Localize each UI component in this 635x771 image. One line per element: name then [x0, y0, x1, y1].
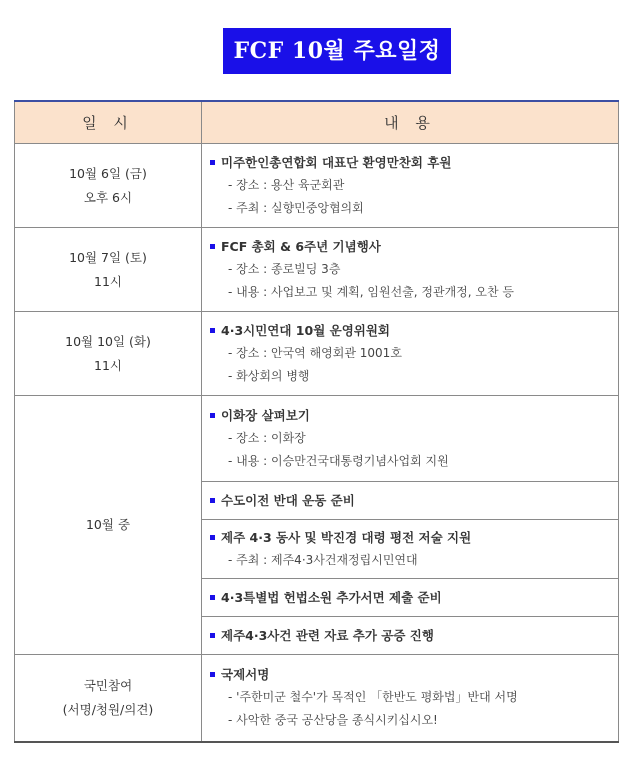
schedule-item: 제주 4·3 동사 및 박진경 대령 평전 저술 지원 — [210, 527, 618, 549]
item-detail: - 장소 : 이화장 — [228, 430, 306, 445]
square-bullet-icon — [210, 672, 215, 677]
date-cell — [15, 312, 202, 396]
schedule-item: 미주한인총연합회 대표단 환영만찬회 후원 — [210, 152, 618, 174]
date-line: 10월 7일 (토) — [69, 249, 147, 265]
schedule-item: 4·3시민연대 10월 운영위원회 — [210, 320, 618, 342]
content-cell — [202, 482, 619, 520]
date-cell — [15, 655, 202, 742]
item-detail: - 장소 : 안국역 해영회관 1001호 — [228, 345, 402, 360]
item-detail: - 주최 : 실향민중앙협의회 — [228, 200, 364, 215]
table-row — [15, 312, 619, 396]
square-bullet-icon — [210, 160, 215, 165]
square-bullet-icon — [210, 595, 215, 600]
schedule-table — [14, 100, 619, 743]
content-column-header: 내 용 — [202, 101, 619, 144]
date-cell — [15, 228, 202, 312]
schedule-item: 수도이전 반대 운동 준비 — [210, 490, 618, 512]
date-cell — [15, 144, 202, 228]
table-row — [15, 228, 619, 312]
time-line: 오후 6시 — [83, 189, 133, 205]
table-row — [15, 655, 619, 742]
item-detail: - 내용 : 이승만건국대통령기념사업회 지원 — [228, 453, 449, 468]
square-bullet-icon — [210, 498, 215, 503]
date-line: 10월 중 — [85, 517, 131, 532]
schedule-item: 국제서명 — [210, 664, 618, 686]
item-detail: - '주한미군 철수'가 목적인 「한반도 평화법」반대 서명 — [228, 689, 518, 704]
item-detail: - 장소 : 용산 육군회관 — [228, 177, 345, 192]
time-line: 11시 — [94, 357, 122, 373]
item-detail: - 화상회의 병행 — [228, 368, 310, 383]
date-subline: (서명/청원/의견) — [62, 701, 154, 717]
date-cell — [15, 396, 202, 655]
date-column-header: 일 시 — [15, 101, 202, 144]
square-bullet-icon — [210, 535, 215, 540]
content-cell — [202, 312, 619, 396]
date-line: 국민참여 — [83, 677, 133, 693]
content-cell — [202, 228, 619, 312]
item-detail: - 내용 : 사업보고 및 계획, 임원선출, 정관개정, 오찬 등 — [228, 284, 514, 299]
square-bullet-icon — [210, 328, 215, 333]
content-cell — [202, 579, 619, 617]
date-line: 10월 6일 (금) — [69, 165, 147, 181]
schedule-item: 제주4·3사건 관련 자료 추가 공증 진행 — [210, 625, 618, 647]
schedule-item: 이화장 살펴보기 — [210, 405, 618, 427]
content-cell — [202, 655, 619, 742]
table-row — [15, 144, 619, 228]
time-line: 11시 — [94, 273, 122, 289]
schedule-item: FCF 총회 & 6주년 기념행사 — [210, 236, 618, 258]
square-bullet-icon — [210, 244, 215, 249]
date-line: 10월 10일 (화) — [65, 333, 151, 349]
content-cell — [202, 396, 619, 482]
item-detail: - 주최 : 제주4·3사건재정립시민연대 — [228, 552, 418, 567]
content-cell — [202, 617, 619, 655]
schedule-item: 4·3특별법 헌법소원 추가서면 제출 준비 — [210, 587, 618, 609]
square-bullet-icon — [210, 413, 215, 418]
item-detail: - 장소 : 종로빌딩 3층 — [228, 261, 341, 276]
content-cell — [202, 144, 619, 228]
content-cell — [202, 520, 619, 579]
square-bullet-icon — [210, 633, 215, 638]
table-header-row — [15, 101, 619, 144]
item-detail: - 사악한 중국 공산당을 종식시키십시오! — [228, 712, 438, 727]
page-title: FCF 10월 주요일정 — [223, 28, 451, 74]
table-row — [15, 396, 619, 482]
